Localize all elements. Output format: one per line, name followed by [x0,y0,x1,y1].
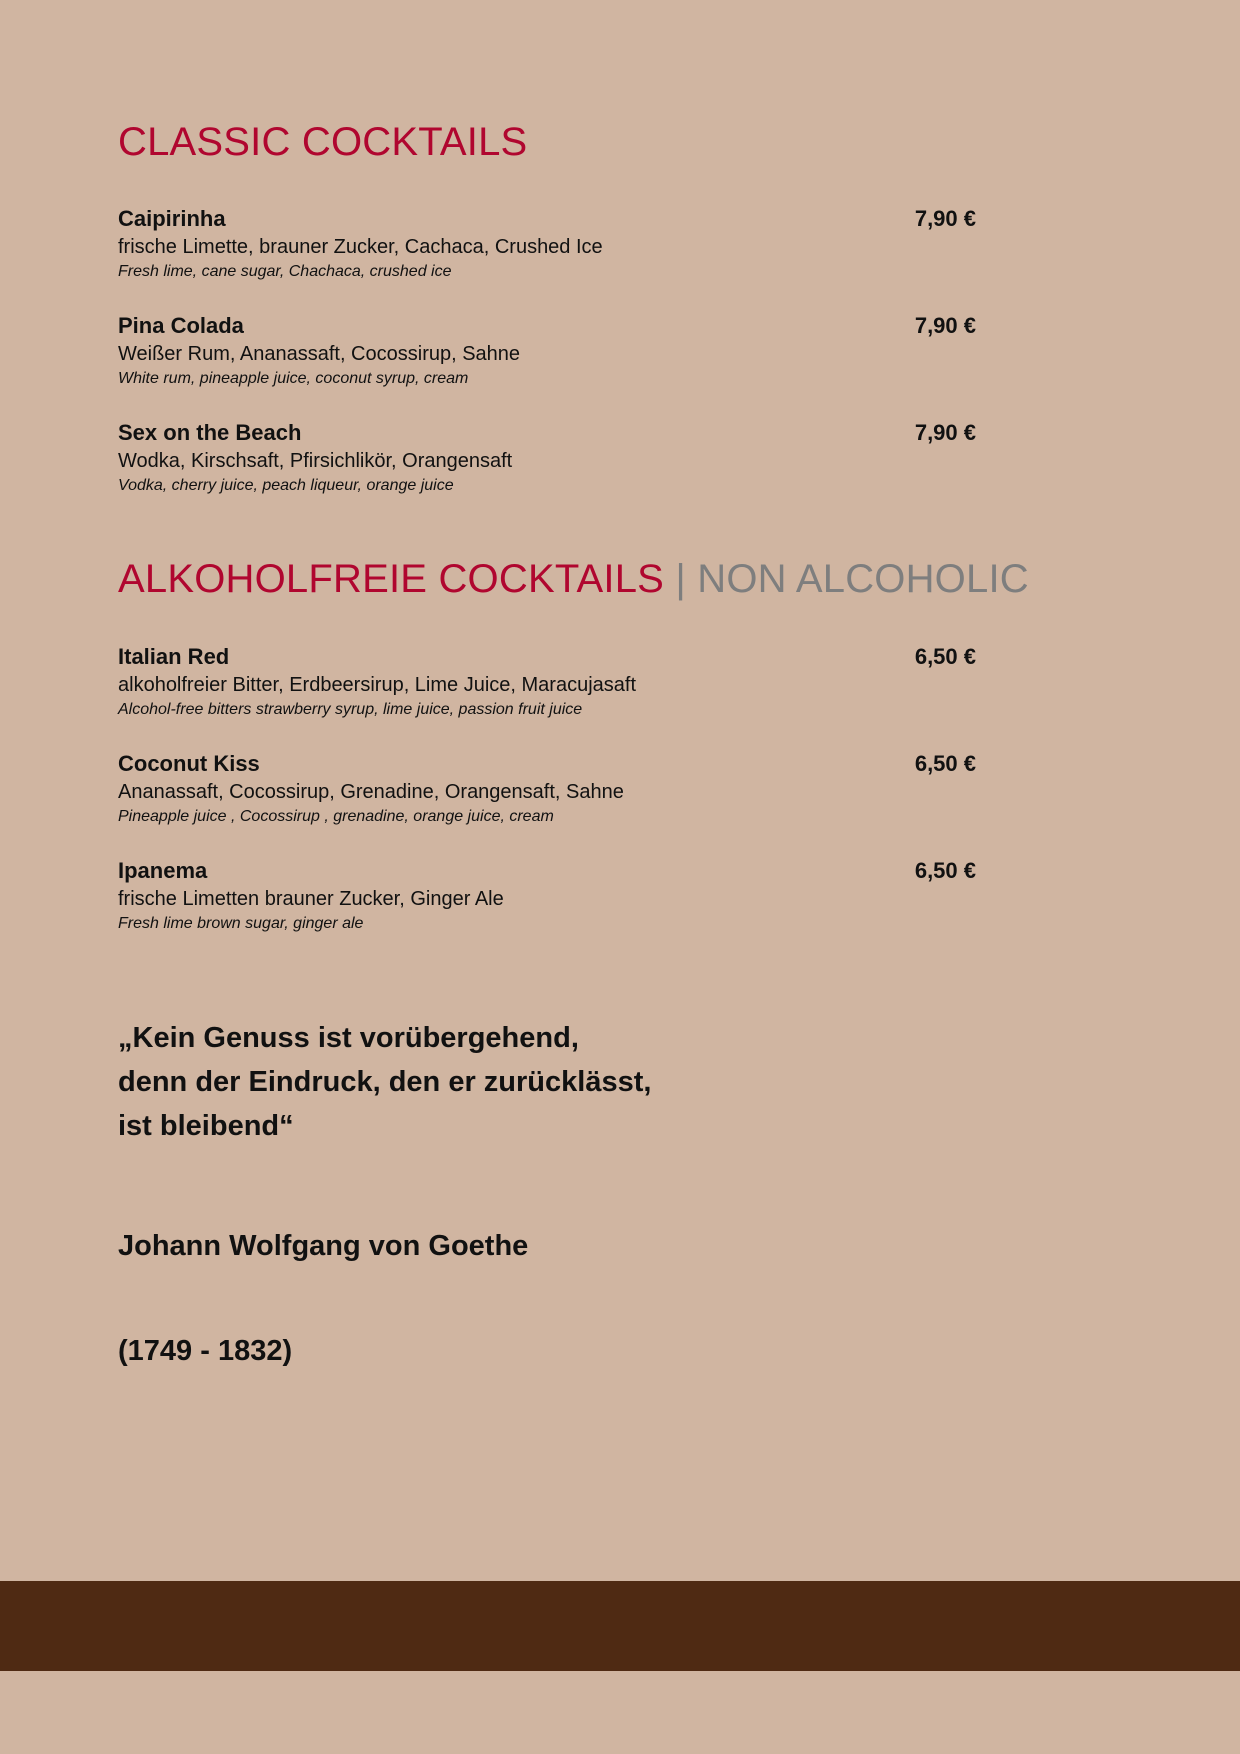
item-description-de: frische Limette, brauner Zucker, Cachaca, Crushed Ice [118,236,603,258]
item-description-en: Vodka, cherry juice, peach liqueur, orange juice [118,477,454,494]
item-price: 6,50 € [914,858,976,883]
quote-line: „Kein Genuss ist vorübergehend, [118,1022,579,1054]
item-description-en: White rum, pineapple juice, coconut syrup, cream [118,370,469,387]
item-name: Italian Red [118,644,230,669]
item-price: 7,90 € [914,206,976,231]
title-separator: | [675,557,686,601]
menu-item-pina-colada [118,312,976,390]
item-name: Coconut Kiss [118,751,260,776]
item-name: Ipanema [118,858,208,883]
item-price: 6,50 € [914,751,976,776]
menu-item-sex-on-the-beach [118,419,976,497]
menu-item-ipanema [118,857,976,935]
item-price: 7,90 € [914,313,976,338]
item-description-en: Pineapple juice , Cocossirup , grenadine, orange juice, cream [118,808,554,825]
goethe-quote [118,1016,1018,1148]
item-description-de: frische Limetten brauner Zucker, Ginger Ale [118,888,504,910]
menu-item-italian-red [118,643,976,721]
section-title-non-alcoholic [118,557,1029,602]
footer-band [0,1581,1240,1671]
item-name: Sex on the Beach [118,420,302,445]
item-description-de: Weißer Rum, Ananassaft, Cocossirup, Sahne [118,343,521,365]
item-name: Pina Colada [118,313,244,338]
item-description-en: Fresh lime, cane sugar, Chachaca, crushed ice [118,263,452,280]
quote-line: ist bleibend“ [118,1110,294,1142]
item-price: 7,90 € [914,420,976,445]
menu-item-caipirinha [118,205,976,283]
author-years: (1749 - 1832) [118,1335,293,1367]
item-description-en: Fresh lime brown sugar, ginger ale [118,915,364,932]
section-title-text: CLASSIC COCKTAILS [118,120,528,164]
item-description-de: Ananassaft, Cocossirup, Grenadine, Orangensaft, Sahne [118,781,624,803]
quote-author: Johann Wolfgang von Goethe [118,1230,529,1262]
item-description-de: alkoholfreier Bitter, Erdbeersirup, Lime Juice, Maracujasaft [118,674,637,696]
section-title-classic-cocktails [118,120,527,165]
item-description-en: Alcohol-free bitters strawberry syrup, lime juice, passion fruit juice [118,701,583,718]
item-price: 6,50 € [914,644,976,669]
section-subtitle: NON ALCOHOLIC [697,557,1029,601]
item-description-de: Wodka, Kirschsaft, Pfirsichlikör, Orangensaft [118,450,513,472]
quote-line: denn der Eindruck, den er zurücklässt, [118,1066,652,1098]
section-title-text: ALKOHOLFREIE COCKTAILS [118,557,665,601]
menu-item-coconut-kiss [118,750,976,828]
item-name: Caipirinha [118,206,226,231]
